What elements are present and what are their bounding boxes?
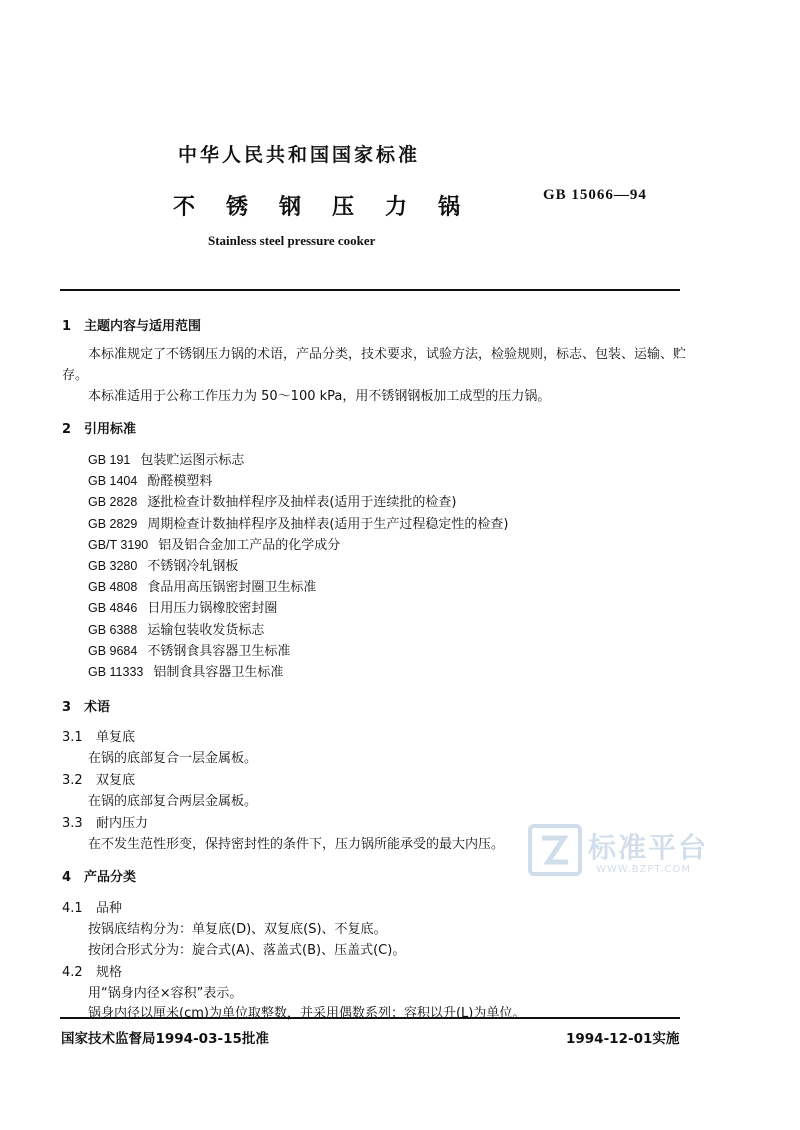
- reference-code: GB 9684: [88, 643, 138, 658]
- bz-logo-icon: [528, 822, 584, 878]
- english-title: Stainless steel pressure cooker: [208, 233, 376, 248]
- section-number: 2: [62, 422, 72, 437]
- reference-code: GB 11333: [88, 664, 144, 679]
- reference-item: [88, 620, 509, 641]
- reference-item: [88, 598, 509, 619]
- reference-name: 不锈钢冷轧钢板: [147, 558, 239, 574]
- reference-code: GB 1404: [88, 474, 138, 489]
- term-3-2: [62, 769, 135, 788]
- reference-name: 铝及铝合金加工产品的化学成分: [158, 537, 341, 553]
- reference-name: 酚醛模塑料: [147, 474, 213, 490]
- subsection-title: 品种: [96, 901, 123, 916]
- subsection-number: 4.2: [62, 965, 83, 980]
- reference-name: 运输包装收发货标志: [147, 622, 265, 638]
- section-3-heading: [62, 696, 110, 715]
- reference-item: [88, 492, 509, 513]
- standard-number: GB 15066—94: [543, 187, 647, 203]
- reference-name: 周期检查计数抽样程序及抽样表(适用于生产过程稳定性的检查): [147, 516, 509, 532]
- term-number: 3.3: [62, 816, 83, 831]
- subsection-4-2-line-1: 用“锅身内径×容积”表示。: [88, 986, 243, 1001]
- section-1-para-2: 本标准适用于公称工作压力为 50～100 kPa，用不锈钢钢板加工成型的压力锅。: [88, 389, 551, 404]
- document-title: 不锈钢压力锅: [173, 195, 492, 220]
- watermark-logo: [528, 822, 728, 882]
- reference-code: GB 3280: [88, 558, 138, 573]
- term-number: 3.1: [62, 730, 83, 745]
- reference-item: [88, 556, 509, 577]
- section-title: 术语: [84, 700, 111, 715]
- top-divider: [60, 289, 680, 291]
- section-4-heading: [62, 866, 136, 885]
- term-3-2-definition: 在锅的底部复合两层金属板。: [88, 794, 258, 809]
- reference-code: GB/T 3190: [88, 537, 149, 552]
- term-3-3: [62, 812, 148, 831]
- watermark-text: 标准平台: [588, 831, 709, 864]
- reference-code: GB 191: [88, 453, 131, 467]
- subsection-4-1: [62, 897, 122, 916]
- term-number: 3.2: [62, 773, 83, 788]
- reference-name: 铝制食具容器卫生标准: [153, 664, 284, 680]
- reference-item: [88, 577, 509, 598]
- reference-code: GB 4808: [88, 580, 138, 595]
- implementation-date: 1994-12-01实施: [566, 1031, 680, 1047]
- reference-name: 日用压力锅橡胶密封圈: [147, 601, 278, 617]
- reference-item: [88, 641, 509, 662]
- approval-line: 国家技术监督局1994-03-15批准: [61, 1031, 269, 1047]
- reference-name: 包装贮运图示标志: [140, 453, 245, 468]
- term-3-3-definition: 在不发生范性形变，保持密封性的条件下，压力锅所能承受的最大内压。: [88, 837, 505, 852]
- section-1-para-1-line-2: 存。: [62, 368, 89, 383]
- reference-item: [88, 450, 509, 471]
- national-standard-heading: 中华人民共和国国家标准: [178, 144, 421, 166]
- watermark-url: WWW.BZPT.COM: [596, 864, 692, 875]
- reference-name: 不锈钢食具容器卫生标准: [147, 643, 291, 659]
- reference-code: GB 2828: [88, 495, 138, 510]
- reference-item: [88, 662, 509, 683]
- reference-name: 食品用高压锅密封圈卫生标准: [147, 580, 317, 596]
- term-name: 耐内压力: [96, 816, 149, 831]
- section-title: 主题内容与适用范围: [84, 319, 202, 334]
- reference-code: GB 4846: [88, 601, 138, 616]
- term-name: 单复底: [96, 730, 136, 745]
- subsection-4-2-line-2: 锅身内径以厘米(cm)为单位取整数，并采用偶数系列；容积以升(L)为单位。: [88, 1006, 526, 1021]
- reference-code: GB 6388: [88, 622, 138, 637]
- section-2-heading: [62, 418, 136, 437]
- section-number: 1: [62, 319, 72, 334]
- section-1-para-1-line-1: 本标准规定了不锈钢压力锅的术语，产品分类，技术要求，试验方法，检验规则，标志、包装、运输、贮: [88, 347, 687, 362]
- reference-item: [88, 535, 509, 556]
- term-name: 双复底: [96, 773, 136, 788]
- section-number: 4: [62, 870, 72, 885]
- subsection-number: 4.1: [62, 901, 83, 916]
- reference-name: 逐批检查计数抽样程序及抽样表(适用于连续批的检查): [147, 495, 457, 511]
- section-title: 产品分类: [84, 870, 137, 885]
- subsection-4-2: [62, 961, 122, 980]
- subsection-4-1-line-2: 按闭合形式分为：旋合式(A)、落盖式(B)、压盖式(C)。: [88, 943, 406, 958]
- subsection-4-1-line-1: 按锅底结构分为：单复底(D)、双复底(S)、不复底。: [88, 922, 387, 937]
- reference-list: [88, 450, 509, 683]
- subsection-title: 规格: [96, 965, 123, 980]
- section-title: 引用标准: [84, 422, 137, 437]
- section-1-heading: [62, 315, 201, 334]
- term-3-1-definition: 在锅的底部复合一层金属板。: [88, 751, 258, 766]
- reference-item: [88, 514, 509, 535]
- section-number: 3: [62, 700, 72, 715]
- bottom-divider: [60, 1017, 680, 1019]
- term-3-1: [62, 726, 135, 745]
- reference-code: GB 2829: [88, 516, 138, 531]
- reference-item: [88, 471, 509, 492]
